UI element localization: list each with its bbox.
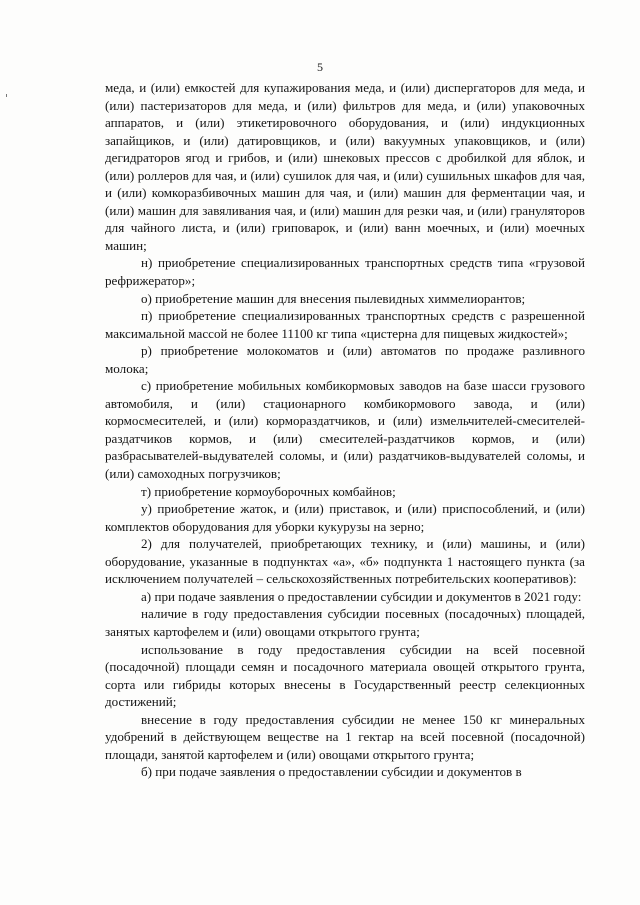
scan-margin-mark [6,94,7,97]
paragraph-condition-areas: наличие в году предоставления субсидии посевных (посадочных) площадей, занятых картофелем и (или) овощами открытого грунта; [105,606,585,639]
page-number: 5 [317,60,323,74]
paragraph-subpoint-a: а) при подаче заявления о предоставлении субсидии и документов в 2021 году: [141,588,582,604]
paragraph-item-o: о) приобретение машин для внесения пылевидных химмелиорантов; [141,290,526,306]
paragraph-item-s: с) приобретение мобильных комбикормовых заводов на базе шасси грузового автомобиля, и (или) стационарного комбикормового завода, и (или) кормосмесителей, и (или) кормораздатчиков, и (или) измельчителей-смесителей-раздатчиков кормов, и (или) смесителей-раздатчиков кормов, и (или) разбрасывателей-выдувателей соломы, и (или) раздатчиков-выдувателей соломы, и (или) самоходных погрузчиков; [105,378,585,482]
paragraph-continuation: меда, и (или) емкостей для купажирования меда, и (или) диспергаторов для меда, и (или) пастеризаторов для меда, и (или) фильтров для меда, и (или) упаковочных аппаратов, и (или) этикетировочного оборудования, и (или) индукционных запайщиков, и (или) датировщиков, и (или) вакуумных упаковщиков, и (или) дегидраторов ягод и грибов, и (или) шнековых прессов с дробилкой для яблок, и (или) роллеров для чая, и (или) сушилок для чая, и (или) сушильных шкафов для чая, и (или) комкоразбивочных машин для чая, и (или) машин для ферментации чая, и (или) машин для завяливания чая, и (или) машин для резки чая, и (или) грануляторов для чайного листа, и (или) гриповарок, и (или) ванн моечных, и (или) моечных машин; [105,80,585,253]
paragraph-condition-seeds: использование в году предоставления субсидии на всей посевной (посадочной) площади семян и посадочного материала овощей открытого грунта, сорта или гибриды которых внесены в Государственный реестр селекционных достижений; [105,641,585,710]
paragraph-subpoint-b: б) при подаче заявления о предоставлении субсидии и документов в [141,764,522,780]
paragraph-condition-fertilizer: внесение в году предоставления субсидии не менее 150 кг минеральных удобрений в действующем веществе на 1 гектар на всей посевной (посадочной) площади, занятой картофелем и (или) овощами открытого грунта; [105,711,585,762]
paragraph-item-t: т) приобретение кормоуборочных комбайнов; [141,483,396,499]
paragraph-item-p: п) приобретение специализированных транспортных средств с разрешенной максимальной массой не более 11100 кг типа «цистерна для пищевых жидкостей»; [105,308,585,341]
paragraph-item-n: н) приобретение специализированных транспортных средств типа «грузовой рефрижератор»; [105,255,585,289]
paragraph-item-r: р) приобретение молокоматов и (или) автоматов по продаже разливного молока; [105,343,585,376]
paragraph-point-2: 2) для получателей, приобретающих технику, и (или) машины, и (или) оборудование, указанные в подпунктах «а», «б» подпункта 1 настоящего пункта (за исключением получателей – сельскохозяйственных потребительских кооперативов): [105,536,585,587]
document-body [105,79,585,781]
paragraph-item-u: у) приобретение жаток, и (или) приставок, и (или) приспособлений, и (или) комплектов оборудования для уборки кукурузы на зерно; [105,501,585,534]
